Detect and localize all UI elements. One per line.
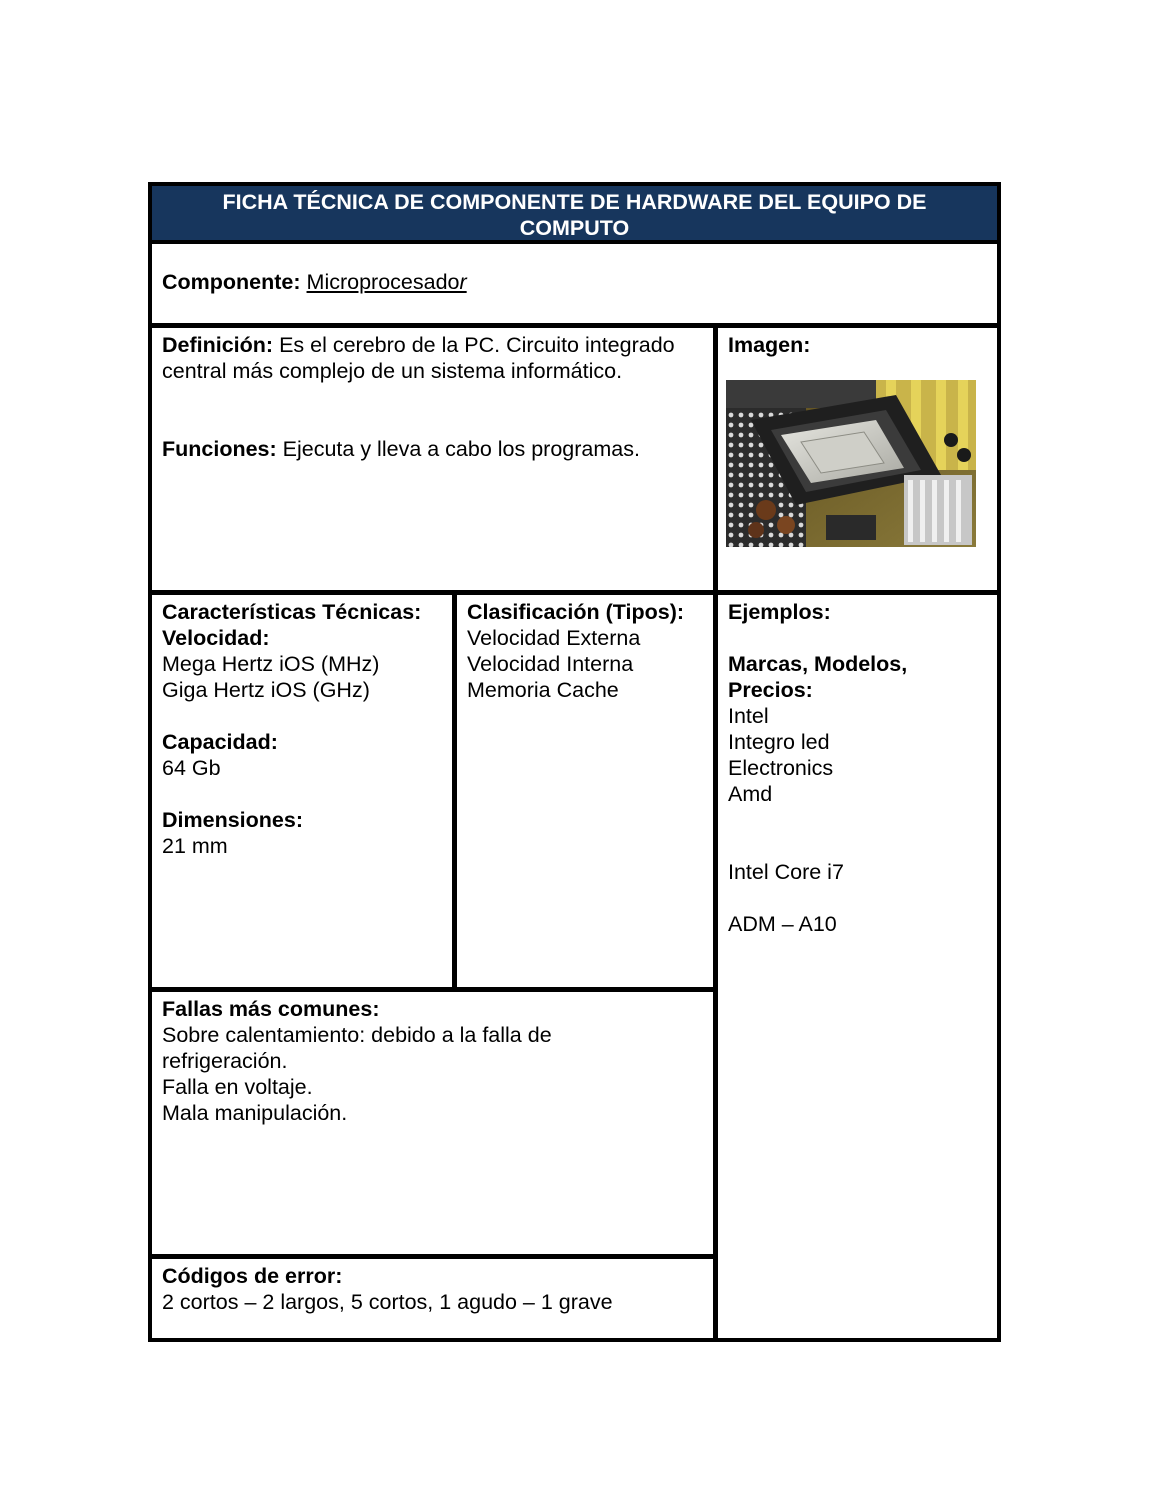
definicion-line-1: Definición: Es el cerebro de la PC. Circuito integrado — [162, 333, 675, 357]
imagen-cell — [718, 328, 997, 590]
brand-item: Integro led — [728, 730, 830, 754]
model-item: ADM – A10 — [728, 912, 837, 936]
definicion-cell — [152, 328, 713, 590]
brand-item: Amd — [728, 782, 773, 806]
precios-label: Precios: — [728, 678, 813, 702]
componente-cell — [152, 244, 997, 323]
caracteristicas-title: Características Técnicas: — [162, 600, 422, 624]
falla-line: Falla en voltaje. — [162, 1075, 313, 1099]
velocidad-label: Velocidad: — [162, 626, 270, 650]
falla-line: refrigeración. — [162, 1049, 288, 1073]
marcas-label: Marcas, Modelos, — [728, 652, 908, 676]
caracteristicas-cell — [152, 595, 452, 987]
fallas-cell — [152, 992, 713, 1254]
dimensiones-value: 21 mm — [162, 834, 228, 858]
velocidad-item: Mega Hertz iOS (MHz) — [162, 652, 380, 676]
codigos-text: 2 cortos – 2 largos, 5 cortos, 1 agudo – 1 grave — [162, 1290, 613, 1314]
velocidad-item: Giga Hertz iOS (GHz) — [162, 678, 370, 702]
definicion-line-2: central más complejo de un sistema informático. — [162, 359, 623, 383]
codigos-cell — [152, 1259, 713, 1338]
componente-value: Microprocesador — [306, 270, 467, 294]
fallas-title: Fallas más comunes: — [162, 997, 380, 1021]
capacidad-value: 64 Gb — [162, 756, 221, 780]
clasificacion-item: Velocidad Interna — [467, 652, 634, 676]
ejemplos-title: Ejemplos: — [728, 600, 831, 624]
brand-item: Intel — [728, 704, 769, 728]
clasificacion-title: Clasificación (Tipos): — [467, 600, 685, 624]
clasificacion-cell — [457, 595, 713, 987]
clasificacion-item: Velocidad Externa — [467, 626, 641, 650]
funciones-line: Funciones: Ejecuta y lleva a cabo los programas. — [162, 437, 640, 461]
table-title: FICHA TÉCNICA DE COMPONENTE DE HARDWARE DEL EQUIPO DE COMPUTO — [152, 186, 997, 240]
dimensiones-label: Dimensiones: — [162, 808, 303, 832]
capacidad-label: Capacidad: — [162, 730, 278, 754]
model-item: Intel Core i7 — [728, 860, 844, 884]
componente-label: Componente: — [162, 270, 301, 294]
falla-line: Mala manipulación. — [162, 1101, 348, 1125]
falla-line: Sobre calentamiento: debido a la falla de — [162, 1023, 552, 1047]
imagen-label: Imagen: — [728, 333, 811, 357]
ejemplos-cell — [718, 595, 997, 1338]
clasificacion-item: Memoria Cache — [467, 678, 619, 702]
cpu-photo-icon — [726, 380, 976, 547]
ficha-tecnica-table — [148, 182, 1001, 1342]
brand-item: Electronics — [728, 756, 834, 780]
codigos-title: Códigos de error: — [162, 1264, 343, 1288]
